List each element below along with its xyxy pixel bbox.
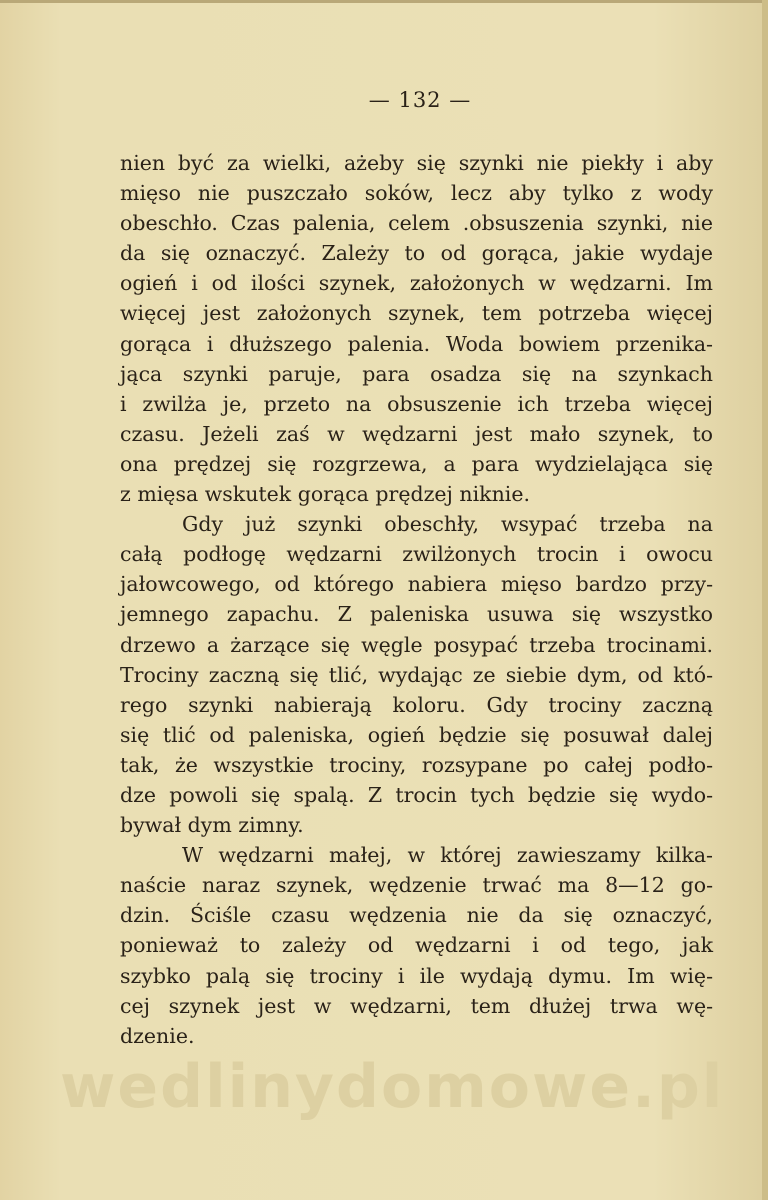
text-line: drzewo a żarzące się węgle posypać trzeba trocinami.	[120, 632, 713, 657]
text-line: szybko palą się trociny i ile wydają dymu. Im wię-	[120, 963, 713, 988]
text-line: dze powoli się spalą. Z trocin tych będzie się wydo-	[120, 782, 713, 807]
page-top-edge	[0, 0, 768, 3]
text-line: Gdy już szynki obeschły, wsypać trzeba na	[182, 512, 713, 537]
text-line: ona prędzej się rozgrzewa, a para wydzielająca się	[120, 451, 713, 476]
page-right-edge	[762, 0, 768, 1200]
body-text	[120, 148, 713, 1051]
text-line: rego szynki nabierają koloru. Gdy trociny zaczną	[120, 692, 713, 717]
paragraph	[120, 148, 713, 509]
watermark: wedlinydomowe.pl	[60, 1052, 725, 1122]
text-line: tak, że wszystkie trociny, rozsypane po całej podło-	[120, 752, 713, 777]
text-line: bywał dym zimny.	[120, 813, 304, 838]
text-line: jałowcowego, od którego nabiera mięso bardzo przy-	[120, 572, 713, 597]
text-line: całą podłogę wędzarni zwilżonych trocin i owocu	[120, 542, 713, 567]
text-line: ogień i od ilości szynek, założonych w wędzarni. Im	[120, 271, 713, 296]
text-line: cej szynek jest w wędzarni, tem dłużej trwa wę-	[120, 993, 713, 1018]
text-line: gorąca i dłuższego palenia. Woda bowiem przenika-	[120, 331, 713, 356]
text-line: dzin. Ściśle czasu wędzenia nie da się oznaczyć,	[120, 903, 713, 928]
text-line: Trociny zaczną się tlić, wydając ze siebie dym, od któ-	[120, 662, 713, 687]
paragraph	[120, 840, 713, 1051]
text-line: ponieważ to zależy od wędzarni i od tego, jak	[120, 933, 713, 958]
text-line: obeschło. Czas palenia, celem .obsuszenia szynki, nie	[120, 211, 713, 236]
text-line: czasu. Jeżeli zaś w wędzarni jest mało szynek, to	[120, 421, 713, 446]
text-line: mięso nie puszczało soków, lecz aby tylko z wody	[120, 181, 713, 206]
text-line: nien być za wielki, ażeby się szynki nie piekły i aby	[120, 151, 713, 175]
text-line: dzenie.	[120, 1023, 195, 1048]
page-number: — 132 —	[368, 88, 472, 112]
text-line: W wędzarni małej, w której zawieszamy kilka-	[182, 843, 713, 868]
text-line: i zwilża je, przeto na obsuszenie ich trzeba więcej	[120, 391, 713, 416]
text-line: więcej jest założonych szynek, tem potrzeba więcej	[120, 301, 713, 326]
paragraph	[120, 509, 713, 840]
text-line: naście naraz szynek, wędzenie trwać ma 8—12 go-	[120, 873, 713, 898]
text-line: się tlić od paleniska, ogień będzie się posuwał dalej	[120, 722, 713, 747]
text-line: da się oznaczyć. Zależy to od gorąca, jakie wydaje	[120, 241, 713, 266]
text-line: z mięsa wskutek gorąca prędzej niknie.	[120, 482, 530, 507]
text-line: jąca szynki paruje, para osadza się na szynkach	[120, 361, 713, 386]
text-line: jemnego zapachu. Z paleniska usuwa się wszystko	[120, 602, 713, 627]
